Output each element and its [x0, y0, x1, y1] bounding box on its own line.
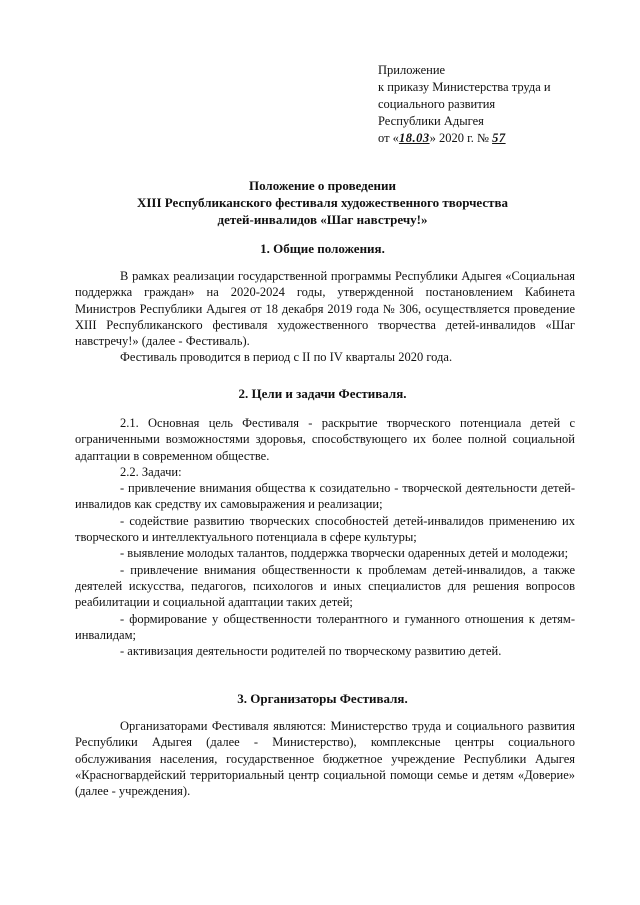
paragraph: Фестиваль проводится в период с II по IV кварталы 2020 года. — [120, 350, 453, 365]
list-item: - привлечение внимания общественности к проблемам детей-инвалидов, а также деятелей искусства, педагогов, психологов и иных специалистов для решения вопросов реабилитации и социальной адаптации таких детей; — [75, 562, 575, 610]
handwritten-date: 18.03 — [398, 131, 430, 145]
section-1-body — [75, 268, 575, 366]
list-item: - выявление молодых талантов, поддержка творчески одаренных детей и молодежи; — [120, 546, 569, 561]
handwritten-number: 57 — [492, 131, 506, 145]
list-item: - формирование у общественности толерантного и гуманного отношения к детям-инвалидам; — [75, 611, 575, 642]
list-item: - активизация деятельности родителей по творческому развитию детей. — [120, 644, 502, 659]
approval-date-line — [378, 130, 618, 147]
title-line: детей-инвалидов «Шаг навстречу!» — [217, 212, 428, 227]
approval-block — [378, 62, 618, 147]
list-item: - содействие развитию творческих способностей детей-инвалидов применению их творческого и интеллектуального потенциала в сфере культуры; — [75, 513, 575, 545]
section-2-body — [75, 415, 575, 659]
approval-line: к приказу Министерства труда и — [378, 80, 551, 94]
approval-line: социального развития — [378, 97, 496, 111]
approval-line: Приложение — [378, 63, 446, 77]
list-item: - привлечение внимания общества к созидательно - творческой деятельности детей-инвалидов как средству их самовыражения и реализации; — [75, 481, 575, 512]
section-2-heading: 2. Цели и задачи Фестиваля. — [238, 386, 407, 401]
title-line: Положение о проведении — [248, 178, 397, 193]
paragraph: 2.1. Основная цель Фестиваля - раскрытие творческого потенциала детей с ограниченными возможностями здоровья, способствующего их более полной социальной адаптации в современном обществе. — [75, 416, 575, 463]
section-3-heading: 3. Организаторы Фестиваля. — [237, 691, 408, 706]
paragraph: В рамках реализации государственной программы Республики Адыгея «Социальная поддержка граждан» на 2020-2024 годы, утвержденной постановлением Кабинета Министров Республики Адыгея от 18 декабря 2019 года № 306, осуществляется проведение XIII Республиканского фестиваля художественного творчества детей-инвалидов «Шаг навстречу!» (далее - Фестиваль). — [75, 269, 575, 349]
document-title — [70, 177, 575, 228]
section-3-body — [75, 718, 575, 799]
approval-line: Республики Адыгея — [378, 114, 484, 128]
paragraph: 2.2. Задачи: — [120, 464, 182, 479]
paragraph: Организаторами Фестиваля являются: Министерство труда и социального развития Республики Адыгея (далее - Министерство), комплексные центры социального обслуживания населения, государственное бюджетное учреждение Республики Адыгея «Красногвардейский территориальный центр социальной помощи семье и детям «Доверие» (далее - учреждения). — [75, 719, 575, 799]
section-1-heading: 1. Общие положения. — [260, 241, 385, 256]
date-prefix: от « — [378, 131, 399, 145]
date-middle: » 2020 г. № — [429, 131, 489, 145]
title-line: XIII Республиканского фестиваля художественного творчества — [136, 195, 509, 210]
